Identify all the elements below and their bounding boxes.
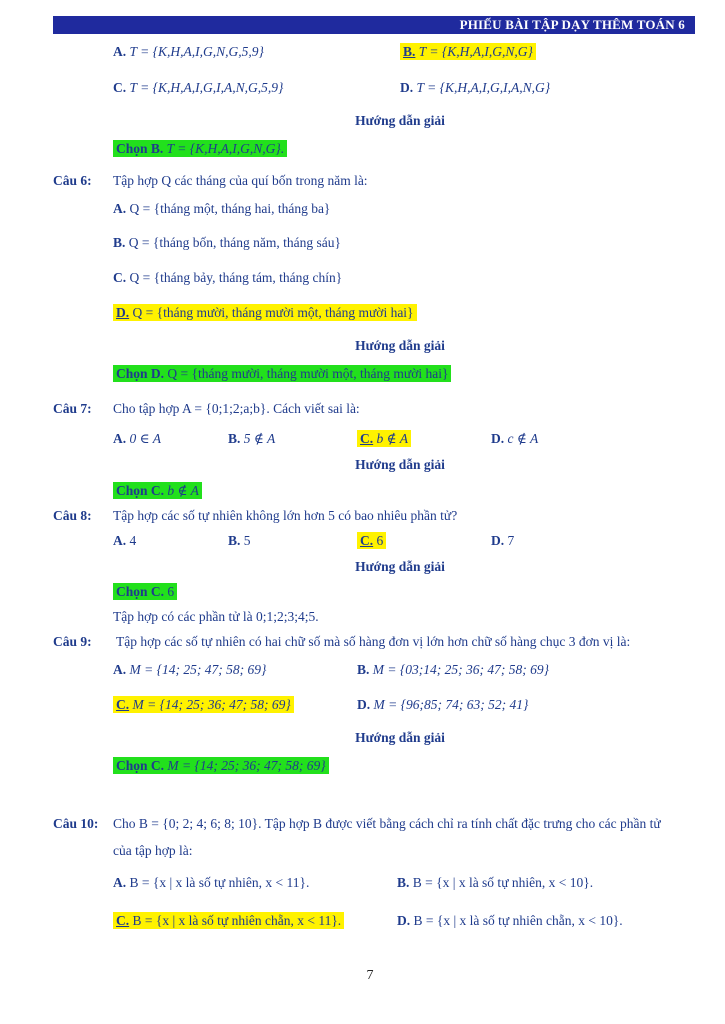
q7-option-b-text: 5 ∉ A	[243, 431, 276, 446]
q9-option-b-label: B.	[357, 662, 370, 677]
q7-option-c-label: C.	[360, 431, 374, 446]
q6-answer-text: Q = {tháng mười, tháng mười một, tháng mười hai}	[167, 366, 449, 381]
q6-option-b-label: B.	[113, 235, 126, 250]
q9-option-c-label: C.	[116, 697, 130, 712]
q8-option-b	[228, 532, 251, 550]
q5-option-b-label: B.	[403, 44, 416, 59]
q7-text: Cho tập hợp A = {0;1;2;a;b}. Cách viết sai là:	[113, 401, 360, 416]
q10-option-d-label: D.	[397, 913, 411, 928]
q9-answer-text: M = {14; 25; 36; 47; 58; 69}	[167, 758, 326, 773]
q10-option-c-label: C.	[116, 913, 130, 928]
q6-option-a-text: Q = {tháng một, tháng hai, tháng ba}	[129, 201, 331, 216]
q5-answer-label: Chọn B.	[116, 141, 164, 156]
q10-option-a	[113, 874, 309, 892]
q8-answer	[113, 583, 177, 601]
q8-answer-label: Chọn C.	[116, 584, 165, 599]
q8-option-c	[357, 532, 386, 550]
q10-text-line1: Cho B = {0; 2; 4; 6; 8; 10}. Tập hợp B được viết bằng cách chỉ ra tính chất đặc trưng cho các phần tử	[113, 816, 661, 831]
q8-answer-text: 6	[167, 584, 175, 599]
q8-option-d-text: 7	[507, 533, 515, 548]
q10-option-d	[397, 912, 623, 930]
q10-option-a-label: A.	[113, 875, 127, 890]
q5-option-c-label: C.	[113, 80, 127, 95]
q10-text-line2: của tập hợp là:	[113, 843, 193, 858]
q10-option-b-text: B = {x | x là số tự nhiên, x < 10}.	[412, 875, 594, 890]
q9-option-d	[357, 696, 528, 714]
q10-option-c-text: B = {x | x là số tự nhiên chẵn, x < 11}.	[132, 913, 342, 928]
q6-option-b-text: Q = {tháng bốn, tháng năm, tháng sáu}	[128, 235, 341, 250]
q7-option-a	[113, 430, 161, 448]
q9-option-a	[113, 661, 266, 679]
q5-option-b-text: T = {K,H,A,I,G,N,G}	[418, 44, 533, 59]
q7-option-d-text: c ∉ A	[507, 431, 539, 446]
q10-option-d-text: B = {x | x là số tự nhiên chẵn, x < 10}.	[413, 913, 623, 928]
q6-answer-label: Chọn D.	[116, 366, 165, 381]
q8-option-c-text: 6	[376, 533, 384, 548]
q7-option-a-text: 0 ∈ A	[129, 431, 161, 446]
q6-option-c	[113, 269, 342, 287]
q6-option-d-label: D.	[116, 305, 130, 320]
q5-option-a	[113, 43, 264, 61]
q5-option-a-text: T = {K,H,A,I,G,N,G,5,9}	[129, 44, 264, 59]
q5-guide-heading: Hướng dẫn giải	[355, 113, 445, 128]
q8-option-b-label: B.	[228, 533, 241, 548]
q6-guide-heading: Hướng dẫn giải	[355, 338, 445, 353]
q5-option-b	[400, 43, 536, 61]
q7-answer-text: b ∉ A	[167, 483, 199, 498]
q7-option-b-label: B.	[228, 431, 241, 446]
q7-option-d	[491, 430, 538, 448]
q5-option-c-text: T = {K,H,A,I,G,I,A,N,G,5,9}	[129, 80, 284, 95]
q10-option-a-text: B = {x | x là số tự nhiên, x < 11}.	[129, 875, 310, 890]
q6-number: Câu 6:	[53, 173, 92, 188]
q9-option-d-text: M = {96;85; 74; 63; 52; 41}	[373, 697, 529, 712]
q9-guide-heading: Hướng dẫn giải	[355, 730, 445, 745]
q8-option-d	[491, 532, 514, 550]
q9-option-b	[357, 661, 549, 679]
q9-option-a-text: M = {14; 25; 47; 58; 69}	[129, 662, 267, 677]
q10-option-b	[397, 874, 593, 892]
q8-option-d-label: D.	[491, 533, 505, 548]
q9-option-a-label: A.	[113, 662, 127, 677]
q7-guide-heading: Hướng dẫn giải	[355, 457, 445, 472]
q5-option-d	[400, 79, 550, 97]
q6-option-d-text: Q = {tháng mười, tháng mười một, tháng mười hai}	[132, 305, 414, 320]
q6-option-a-label: A.	[113, 201, 127, 216]
q8-text: Tập hợp các số tự nhiên không lớn hơn 5 có bao nhiêu phần tử?	[113, 508, 458, 523]
q6-option-d	[113, 304, 417, 322]
q9-option-c	[113, 696, 294, 714]
q10-option-c	[113, 912, 344, 930]
q6-option-b	[113, 234, 341, 252]
q8-option-a	[113, 532, 136, 550]
q9-answer-label: Chọn C.	[116, 758, 165, 773]
q8-option-a-text: 4	[129, 533, 137, 548]
q7-answer	[113, 482, 202, 500]
q9-option-b-text: M = {03;14; 25; 36; 47; 58; 69}	[372, 662, 550, 677]
q8-explanation: Tập hợp có các phần tử là 0;1;2;3;4;5.	[113, 609, 319, 624]
q8-number: Câu 8:	[53, 508, 92, 523]
q9-text: Tập hợp các số tự nhiên có hai chữ số mà số hàng đơn vị lớn hơn chữ số hàng chục 3 đơn vị là:	[116, 634, 631, 649]
q9-number: Câu 9:	[53, 634, 92, 649]
q6-option-a	[113, 200, 330, 218]
q6-answer	[113, 365, 451, 383]
q6-option-c-text: Q = {tháng bảy, tháng tám, tháng chín}	[129, 270, 343, 285]
q10-number: Câu 10:	[53, 816, 99, 831]
q7-option-c	[357, 430, 411, 448]
q9-answer	[113, 757, 329, 775]
q9-option-c-text: M = {14; 25; 36; 47; 58; 69}	[132, 697, 291, 712]
q8-guide-heading: Hướng dẫn giải	[355, 559, 445, 574]
q7-number: Câu 7:	[53, 401, 92, 416]
q8-option-a-label: A.	[113, 533, 127, 548]
q5-option-a-label: A.	[113, 44, 127, 59]
q6-text: Tập hợp Q các tháng của quí bốn trong năm là:	[113, 173, 368, 188]
q7-option-c-text: b ∉ A	[376, 431, 408, 446]
q10-option-b-label: B.	[397, 875, 410, 890]
page-number: 7	[366, 968, 374, 983]
q5-answer-text: T = {K,H,A,I,G,N,G}.	[166, 141, 285, 156]
page-header: PHIẾU BÀI TẬP DẠY THÊM TOÁN 6	[53, 16, 695, 34]
q7-answer-label: Chọn C.	[116, 483, 165, 498]
q5-option-c	[113, 79, 283, 97]
q7-option-a-label: A.	[113, 431, 127, 446]
q7-option-b	[228, 430, 275, 448]
q5-option-d-label: D.	[400, 80, 414, 95]
q7-option-d-label: D.	[491, 431, 505, 446]
q8-option-b-text: 5	[243, 533, 251, 548]
q6-option-c-label: C.	[113, 270, 127, 285]
q8-option-c-label: C.	[360, 533, 374, 548]
q5-answer	[113, 140, 287, 158]
q5-option-d-text: T = {K,H,A,I,G,I,A,N,G}	[416, 80, 551, 95]
q9-option-d-label: D.	[357, 697, 371, 712]
